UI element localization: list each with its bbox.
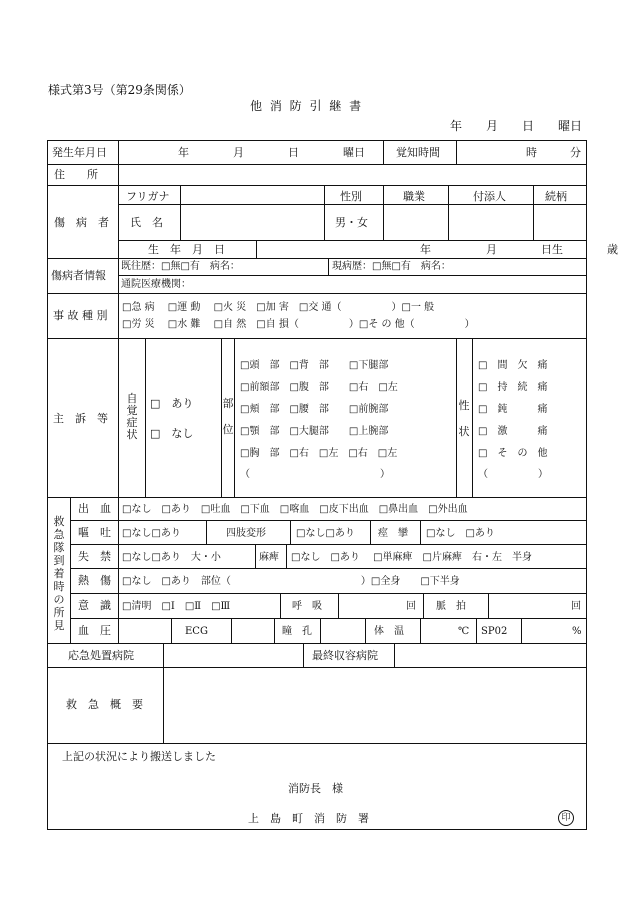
burn-label: 熱 傷 — [78, 574, 111, 587]
pain-nature-5[interactable]: □ そ の 他 — [478, 448, 548, 459]
accident-options-line1[interactable]: □急 病 □運 動 □火 災 □加 害 □交 通（ ）□一 般 — [122, 302, 435, 313]
notice-time-label: 覚知時間 — [396, 146, 440, 159]
final-hospital-field[interactable] — [396, 645, 584, 665]
medical-history[interactable]: 既往歴：□無□有 病名： — [121, 261, 240, 272]
limb-deformity-label: 四肢変形 — [226, 528, 266, 539]
emergency-summary-label: 救 急 概 要 — [66, 698, 143, 711]
notice-time-field[interactable]: 時 分 — [526, 146, 581, 159]
body-part-other[interactable]: （ ） — [240, 469, 390, 480]
form-number: 様式第3号（第29条関係） — [48, 83, 191, 97]
footer-statement: 上記の状況により搬送しました — [62, 750, 216, 763]
age-field[interactable]: 年 月 日生 歳 — [420, 243, 618, 256]
page-title: 他 消 防 引 継 書 — [250, 99, 364, 113]
emergency-summary-field[interactable] — [165, 669, 584, 741]
seal-stamp: 印 — [558, 810, 574, 826]
occurrence-date-label: 発生年月日 — [52, 146, 107, 159]
respiration-label: 呼 吸 — [292, 601, 322, 612]
accident-options-line2[interactable]: □労 災 □水 難 □自 然 □自 損（ ）□そ の 他（ ） — [122, 319, 475, 330]
footer-sender: 上 島 町 消 防 署 — [248, 812, 369, 825]
attendant-label: 付添人 — [473, 190, 506, 203]
birth-label: 生 年 月 日 — [148, 243, 225, 256]
spasm-label: 痙 攣 — [378, 528, 408, 539]
address-label: 住 所 — [54, 168, 98, 181]
blood-pressure-label: 血 圧 — [78, 624, 111, 637]
patient-info-label: 傷病者情報 — [51, 269, 106, 282]
accident-type-label: 事 故 種 別 — [53, 309, 108, 322]
limb-deformity-options[interactable]: □なし□あり — [296, 528, 355, 539]
occupation-label: 職業 — [403, 190, 425, 203]
vomit-label: 嘔 吐 — [78, 526, 111, 539]
furigana-label: フリガナ — [126, 190, 170, 203]
pain-nature-other[interactable]: （ ） — [478, 469, 548, 480]
body-part-1[interactable]: □頭 部 □背 部 □下腿部 — [240, 360, 389, 371]
occurrence-date-field[interactable]: 年 月 日 曜日 — [178, 146, 365, 159]
header-date: 年 月 日 曜日 — [450, 119, 583, 133]
pain-nature-1[interactable]: □ 間 欠 痛 — [478, 360, 548, 371]
consciousness-options[interactable]: □清明 □Ⅰ □Ⅱ □Ⅲ — [122, 601, 231, 612]
sex-value[interactable]: 男・女 — [335, 216, 368, 229]
respiration-unit: 回 — [406, 601, 416, 612]
transfer-form — [47, 140, 618, 830]
body-temp-unit: ℃ — [458, 626, 470, 637]
paralysis-options[interactable]: □なし □あり □単麻痺 □片麻痺 右・左 半身 — [291, 552, 532, 563]
first-aid-hospital-field[interactable] — [165, 645, 301, 665]
consciousness-label: 意 識 — [78, 599, 111, 612]
pupil-label: 瞳 孔 — [282, 626, 312, 637]
body-part-5[interactable]: □胸 部 □右 □左 □右 □左 — [240, 448, 398, 459]
pain-nature-2[interactable]: □ 持 続 痛 — [478, 382, 548, 393]
body-part-2[interactable]: □前額部 □腹 部 □右 □左 — [240, 382, 398, 393]
spo2-unit: % — [572, 626, 582, 637]
body-part-3[interactable]: □頬 部 □腰 部 □前腕部 — [240, 404, 389, 415]
patient-name-label: 氏 名 — [130, 216, 163, 229]
sex-label: 性別 — [340, 190, 362, 203]
vomit-options[interactable]: □なし□あり — [122, 528, 181, 539]
clinic-field[interactable]: 通院医療機関： — [121, 279, 191, 290]
pain-nature-3[interactable]: □ 鈍 痛 — [478, 404, 548, 415]
body-part-label: 部位 — [222, 397, 234, 436]
body-part-4[interactable]: □顎 部 □大腿部 □上腕部 — [240, 426, 389, 437]
pain-nature-label: 性状 — [458, 399, 470, 438]
complaint-label: 主 訴 等 — [53, 412, 108, 425]
pulse-label: 脈 拍 — [436, 601, 466, 612]
pain-nature-4[interactable]: □ 激 痛 — [478, 426, 548, 437]
aware-yes-checkbox[interactable]: □ あり — [150, 397, 194, 410]
spasm-options[interactable]: □なし □あり — [426, 528, 495, 539]
spo2-label: SP02 — [481, 626, 508, 637]
footer-addressee: 消防長 様 — [288, 782, 343, 795]
body-temp-label: 体 温 — [374, 626, 404, 637]
burn-options[interactable]: □なし □あり 部位（ ）□全身 □下半身 — [122, 576, 460, 587]
relation-label: 続柄 — [545, 190, 567, 203]
aware-no-checkbox[interactable]: □ なし — [150, 427, 194, 440]
findings-side-label: 救急隊到着時の所見 — [53, 515, 65, 632]
current-illness[interactable]: 現病歴：□無□有 病名： — [332, 261, 451, 272]
incontinence-label: 失 禁 — [78, 550, 111, 563]
address-field[interactable] — [120, 166, 584, 184]
self-aware-label: 自覚症状 — [126, 392, 138, 441]
pulse-unit: 回 — [571, 601, 581, 612]
paralysis-label: 麻痺 — [259, 552, 279, 563]
first-aid-hospital-label: 応急処置病院 — [68, 649, 134, 662]
ecg-label: ECG — [185, 626, 208, 637]
bleeding-label: 出 血 — [78, 502, 111, 515]
bleeding-options[interactable]: □なし □あり □吐血 □下血 □喀血 □皮下出血 □鼻出血 □外出血 — [122, 504, 468, 515]
final-hospital-label: 最終収容病院 — [312, 649, 378, 662]
patient-label: 傷 病 者 — [54, 216, 109, 229]
patient-name-field[interactable] — [182, 187, 322, 239]
incontinence-options[interactable]: □なし□あり 大・小 — [122, 552, 221, 563]
